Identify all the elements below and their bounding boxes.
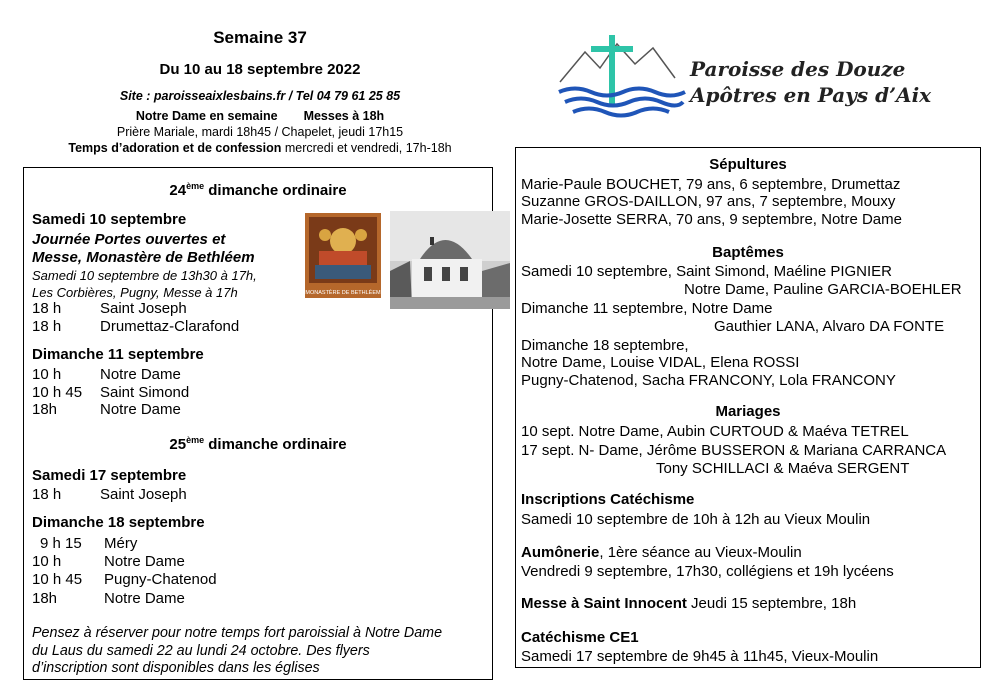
sepultures-title: Sépultures (709, 156, 787, 173)
note-line3: d’inscription sont disponibles dans les églises (32, 660, 320, 676)
sat10-event-line1: Journée Portes ouvertes et (32, 231, 226, 248)
ce1-text: Samedi 17 septembre de 9h45 à 11h45, Vieux-Moulin (521, 648, 879, 665)
parish-name (690, 56, 931, 108)
bapteme-item: Samedi 10 septembre, Saint Simond, Maéline PIGNIER (521, 263, 893, 280)
sat10-detail-line2: Les Corbières, Pugny, Messe à 17h (32, 285, 238, 300)
cross-waves-icon (555, 30, 690, 125)
baptemes-title: Baptêmes (712, 244, 784, 261)
parish-name-line1: Paroisse des Douze (690, 57, 906, 81)
notre-dame-weekday (40, 109, 480, 123)
sepulture-item: Suzanne GROS-DAILLON, 97 ans, 7 septembre, Mouxy (521, 193, 896, 210)
saint-innocent-title: Messe à Saint Innocent (521, 595, 687, 612)
note-line1: Pensez à réserver pour notre temps fort paroissial à Notre Dame (32, 625, 443, 641)
bapteme-item: Pugny-Chatenod, Sacha FRANCONY, Lola FRANCONY (521, 372, 896, 389)
sat10-event-line2: Messe, Monastère de Bethléem (32, 249, 255, 266)
sunday-25-title: 25ème dimanche ordinaire (169, 435, 347, 453)
mariage-item: 17 sept. N- Dame, Jérôme BUSSERON & Mariana CARRANCA (521, 442, 947, 459)
monastery-photo (390, 211, 510, 309)
priere-mariale: Prière Mariale, mardi 18h45 / Chapelet, jeudi 17h15 (116, 125, 404, 139)
ce1-title: Catéchisme CE1 (521, 629, 639, 646)
sun11-title: Dimanche 11 septembre (32, 346, 204, 363)
bapteme-item: Notre Dame, Pauline GARCIA-BOEHLER (684, 281, 962, 298)
week-title: Semaine 37 (213, 28, 307, 47)
site-and-phone: Site : paroisseaixlesbains.fr / Tel 04 79 61 25 85 (119, 89, 401, 103)
sun18-row-2: 10 h Notre Dame (32, 553, 185, 570)
week-dates: Du 10 au 18 septembre 2022 (159, 61, 361, 78)
sat10-detail-line1: Samedi 10 septembre de 13h30 à 17h, (32, 268, 257, 283)
saint-innocent-text: Jeudi 15 septembre, 18h (686, 595, 857, 612)
saint-innocent-line (521, 595, 856, 612)
sat10-row-2: 18 h Drumettaz-Clarafond (32, 318, 240, 335)
nd-label: Notre Dame en semaine (135, 109, 278, 123)
adoration-label: Temps d’adoration et de confession (68, 141, 282, 155)
aumonerie-title: Aumônerie (521, 544, 600, 561)
bapteme-item: Notre Dame, Louise VIDAL, Elena ROSSI (521, 354, 800, 371)
sun18-title: Dimanche 18 septembre (32, 514, 205, 531)
bapteme-item: Dimanche 18 septembre, (521, 337, 689, 354)
aumonerie-text: , 1ère séance au Vieux-Moulin (599, 544, 802, 561)
aumonerie-detail: Vendredi 9 septembre, 17h30, collégiens et 19h lycéens (521, 563, 894, 580)
note-line2: du Laus du samedi 22 au lundi 24 octobre. Des flyers (32, 643, 370, 659)
sat10-title: Samedi 10 septembre (32, 211, 187, 228)
sat17-row-1: 18 h Saint Joseph (32, 486, 187, 503)
sun11-row-1: 10 h Notre Dame (32, 366, 181, 383)
monastery-icon-image (305, 213, 381, 298)
sat17-title: Samedi 17 septembre (32, 467, 187, 484)
adoration-text: mercredi et vendredi, 17h-18h (281, 141, 452, 155)
sun18-row-4: 18h Notre Dame (32, 590, 185, 607)
icon-caption: MONASTÈRE DE BETHLÉEM (305, 290, 381, 296)
sun18-row-1: 9 h 15 Méry (40, 535, 138, 552)
bapteme-item: Gauthier LANA, Alvaro DA FONTE (714, 318, 945, 335)
adoration-line (40, 141, 480, 155)
sepulture-item: Marie-Josette SERRA, 70 ans, 9 septembre, Notre Dame (521, 211, 902, 228)
sunday-24-title: 24ème dimanche ordinaire (169, 181, 347, 199)
catechisme-text: Samedi 10 septembre de 10h à 12h au Vieux Moulin (521, 511, 871, 528)
sun18-row-3: 10 h 45 Pugny-Chatenod (32, 571, 217, 588)
mariage-item: 10 sept. Notre Dame, Aubin CURTOUD & Maéva TETREL (521, 423, 909, 440)
mariages-title: Mariages (715, 403, 781, 420)
bulletin-header (40, 0, 480, 160)
sepulture-item: Marie-Paule BOUCHET, 79 ans, 6 septembre, Drumettaz (521, 176, 901, 193)
sun11-row-3: 18h Notre Dame (32, 401, 181, 418)
parish-name-line2: Apôtres en Pays d’Aix (690, 83, 932, 107)
sat10-row-1: 18 h Saint Joseph (32, 300, 187, 317)
mariage-item: Tony SCHILLACI & Maéva SERGENT (656, 460, 910, 477)
bapteme-item: Dimanche 11 septembre, Notre Dame (521, 300, 773, 317)
aumonerie-line (521, 544, 802, 561)
sun11-row-2: 10 h 45 Saint Simond (32, 384, 190, 401)
messes-label: Messes à 18h (303, 109, 385, 123)
catechisme-title: Inscriptions Catéchisme (521, 491, 695, 508)
